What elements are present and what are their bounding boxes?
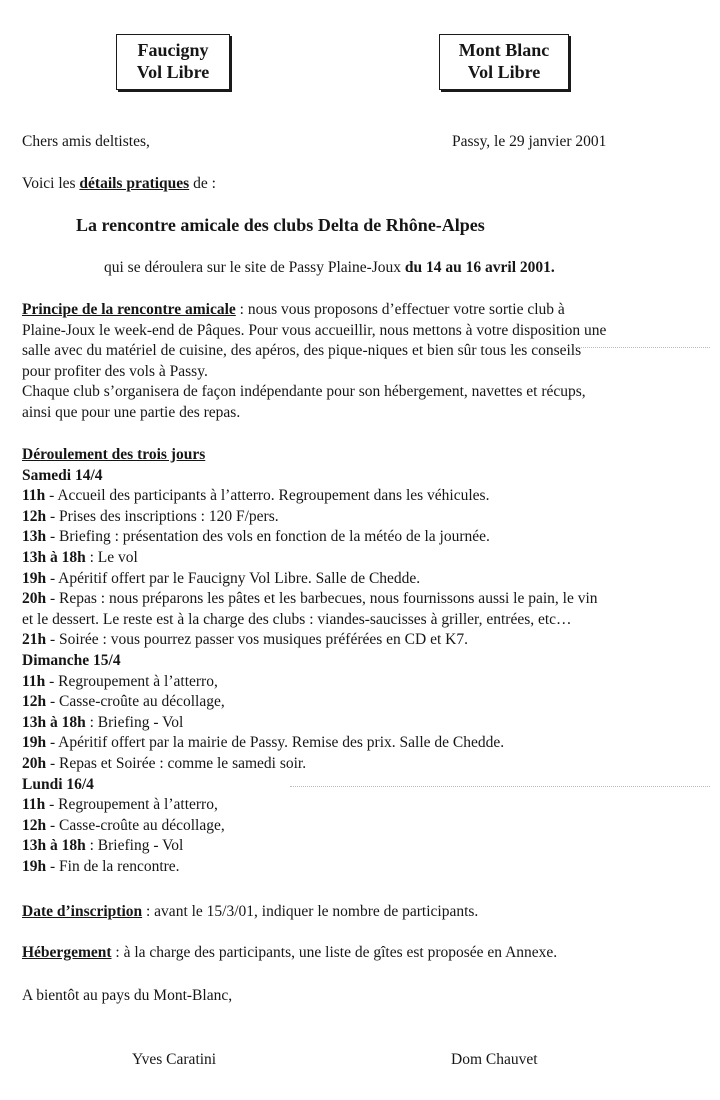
inscription-text: : avant le 15/3/01, indiquer le nombre de participants. [142,903,479,920]
schedule-item [22,733,712,754]
schedule-time: 13h à 18h [22,713,86,731]
schedule-item [22,630,712,651]
club-name-line1: Faucigny [137,40,209,60]
inscription-line [22,902,478,923]
schedule-text: - Casse-croûte au décollage, [46,693,225,711]
principe-heading: Principe de la rencontre amicale [22,301,236,318]
principe-line: pour profiter des vols à Passy. [22,362,208,380]
schedule-item [22,836,712,857]
schedule [22,466,712,878]
deroulement-heading: Déroulement des trois jours [22,446,206,463]
club-box-mont-blanc [439,34,569,90]
schedule-item [22,795,712,816]
schedule-text: - Soirée : vous pourrez passer vos musiques préférées en CD et K7. [46,631,468,649]
document-title: La rencontre amicale des clubs Delta de Rhône-Alpes [76,215,485,235]
place-date: Passy, le 29 janvier 2001 [452,133,607,150]
schedule-item [22,672,712,693]
day-heading: Dimanche 15/4 [22,651,121,669]
hebergement-heading: Hébergement [22,944,112,961]
intro-underlined: détails pratiques [79,175,190,192]
principe-line: ainsi que pour une partie des repas. [22,403,241,421]
schedule-text: - Fin de la rencontre. [46,857,180,875]
schedule-text: - Apéritif offert par le Faucigny Vol Libre. Salle de Chedde. [46,569,421,587]
schedule-item [22,486,712,507]
club-name-line2: Vol Libre [467,62,541,82]
scan-artifact [290,786,710,788]
inscription-heading: Date d’inscription [22,903,143,920]
schedule-text: - Casse-croûte au décollage, [46,816,225,834]
schedule-text: et le dessert. Le reste est à la charge des clubs : viandes-saucisses à griller, entrées, etc… [22,610,572,628]
hebergement-text: : à la charge des participants, une liste de gîtes est proposée en Annexe. [111,944,558,961]
principe-line: Chaque club s’organisera de façon indépendante pour son hébergement, navettes et récups, [22,383,586,401]
schedule-text: - Repas et Soirée : comme le samedi soir. [46,754,307,772]
schedule-time: 19h [22,569,47,587]
schedule-text: : Briefing - Vol [85,837,184,855]
schedule-time: 13h à 18h [22,837,86,855]
schedule-time: 13h [22,528,47,546]
schedule-item [22,713,712,734]
schedule-time: 12h [22,816,47,834]
hebergement-line [22,943,557,964]
schedule-time: 21h [22,631,47,649]
intro-prefix: Voici les [22,175,80,192]
schedule-time: 19h [22,734,47,752]
schedule-time: 19h [22,857,47,875]
schedule-text: - Accueil des participants à l’atterro. Regroupement dans les véhicules. [45,487,490,505]
closing: A bientôt au pays du Mont-Blanc, [22,987,233,1004]
schedule-item [22,548,712,569]
signature-yves-caratini: Yves Caratini [132,1051,217,1068]
schedule-item [22,857,712,878]
schedule-item [22,754,712,775]
event-dates: du 14 au 16 avril 2001. [404,259,555,276]
schedule-time: 20h [22,754,47,772]
day-heading: Samedi 14/4 [22,466,103,484]
event-dates-line [104,258,555,279]
schedule-text: - Apéritif offert par la mairie de Passy. Remise des prix. Salle de Chedde. [46,734,505,752]
principe-line: salle avec du matériel de cuisine, des apéros, des pique-niques et bien sûr tous les conseils [22,342,582,360]
schedule-item [22,816,712,837]
deroulement-section [22,445,712,877]
club-box-faucigny [116,34,230,90]
principe-line: Plaine-Joux le week-end de Pâques. Pour vous accueillir, nous mettons à votre disposition une [22,321,607,339]
schedule-time: 20h [22,590,47,608]
schedule-text: - Repas : nous préparons les pâtes et les barbecues, nous fournissons aussi le pain, le vin [46,590,598,608]
schedule-time: 11h [22,487,46,505]
schedule-time: 12h [22,507,47,525]
schedule-time: 12h [22,693,47,711]
principe-first-line [22,300,712,321]
schedule-text: - Prises des inscriptions : 120 F/pers. [46,507,279,525]
schedule-item [22,527,712,548]
schedule-item [22,507,712,528]
schedule-text: - Regroupement à l’atterro, [45,672,218,690]
principe-line1: : nous vous proposons d’effectuer votre sortie club à [235,301,565,318]
greeting: Chers amis deltistes, [22,133,150,150]
event-location: qui se déroulera sur le site de Passy Plaine-Joux [104,259,405,276]
schedule-text: - Regroupement à l’atterro, [45,796,218,814]
schedule-time: 13h à 18h [22,548,86,566]
schedule-time: 11h [22,672,46,690]
schedule-text: : Le vol [85,548,138,566]
schedule-item [22,692,712,713]
signature-dom-chauvet: Dom Chauvet [451,1051,538,1068]
day-heading: Lundi 16/4 [22,775,94,793]
intro-suffix: de : [189,175,216,192]
schedule-item [22,569,712,590]
schedule-time: 11h [22,796,46,814]
schedule-item [22,589,712,610]
schedule-text: : Briefing - Vol [85,713,184,731]
intro-line [22,174,216,195]
club-name-line2: Vol Libre [136,62,210,82]
schedule-item [22,610,712,631]
principe-section [22,300,712,424]
schedule-text: - Briefing : présentation des vols en fonction de la météo de la journée. [46,528,490,546]
club-name-line1: Mont Blanc [458,40,550,60]
scan-artifact [575,347,710,349]
